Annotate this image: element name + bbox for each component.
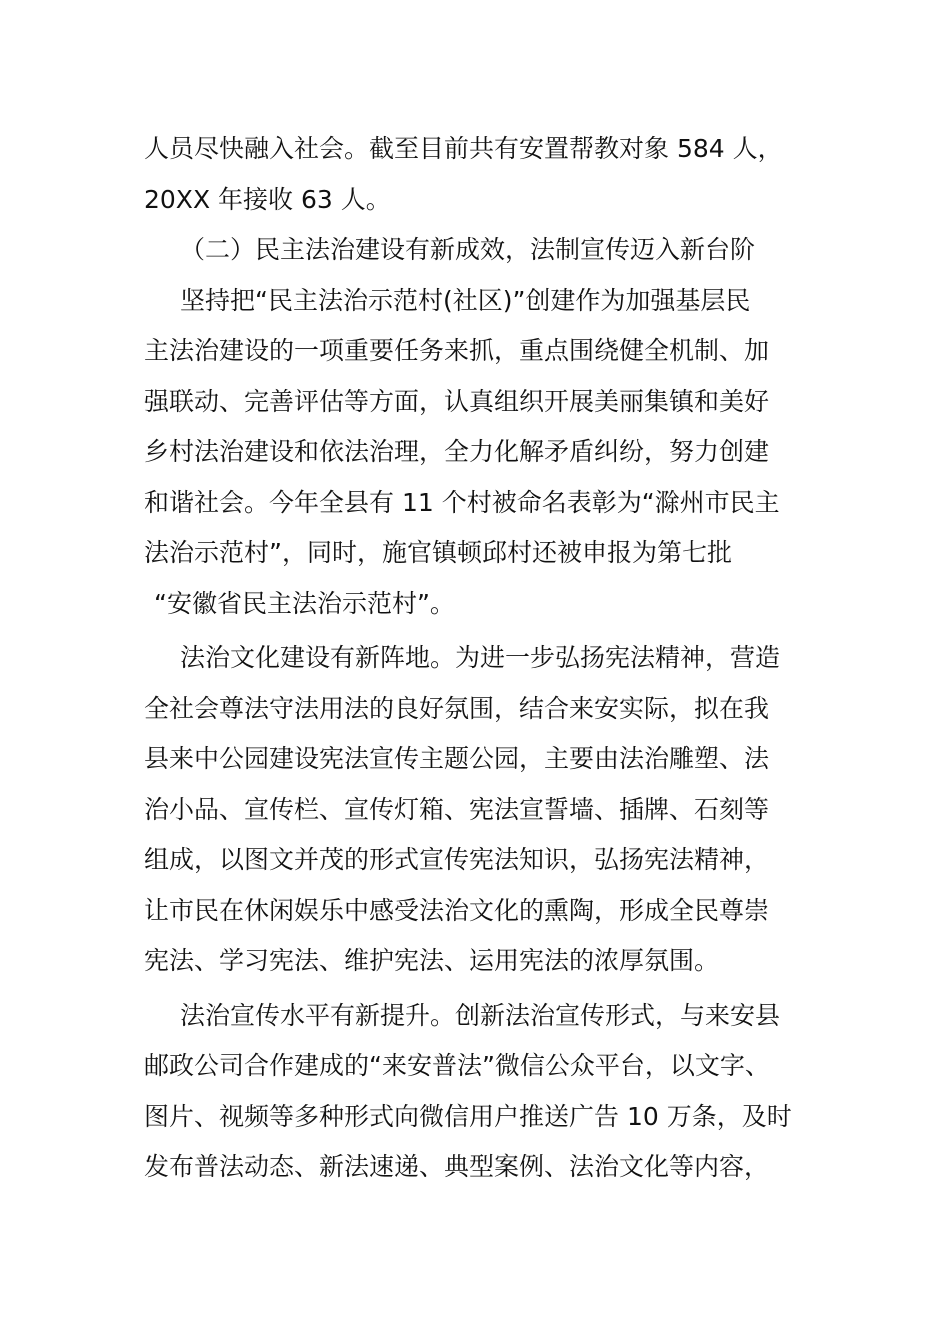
text-line: 组成，以图文并茂的形式宣传宪法知识，弘扬宪法精神，	[144, 845, 770, 874]
text-line: 县来中公园建设宪法宣传主题公园，主要由法治雕塑、法	[144, 744, 770, 773]
text-line: 全社会尊法守法用法的良好氛围，结合来安实际，拟在我	[144, 693, 770, 723]
text-line: 法治文化建设有新阵地。为进一步弘扬宪法精神，营造	[180, 643, 781, 672]
text-line: 宪法、学习宪法、维护宪法、运用宪法的浓厚氛围。	[144, 946, 720, 975]
section-heading: （二）民主法治建设有新成效，法制宣传迈入新台阶	[180, 235, 756, 264]
text-line: 邮政公司合作建成的“来安普法”微信公众平台，以文字、	[144, 1051, 770, 1080]
text-line: 图片、视频等多种形式向微信用户推送广告 10 万条，及时	[144, 1101, 792, 1131]
text-line: 坚持把“民主法治示范村(社区)”创建作为加强基层民	[180, 285, 751, 315]
document-body	[144, 124, 804, 1193]
text-line: 主法治建设的一项重要任务来抓，重点围绕健全机制、加	[144, 336, 770, 365]
text-line: “安徽省民主法治示范村”。	[154, 588, 455, 618]
text-line: 乡村法治建设和依法治理，全力化解矛盾纠纷，努力创建	[144, 437, 770, 466]
text-line: 让市民在休闲娱乐中感受法治文化的熏陶，形成全民尊崇	[144, 895, 770, 925]
text-line: 20XX 年接收 63 人。	[144, 184, 391, 214]
text-line: 强联动、完善评估等方面，认真组织开展美丽集镇和美好	[144, 386, 770, 416]
text-line: 人员尽快融入社会。截至目前共有安置帮教对象 584 人，	[144, 134, 783, 163]
text-line: 和谐社会。今年全县有 11 个村被命名表彰为“滁州市民主	[144, 487, 780, 517]
text-line: 法治示范村”，同时，施官镇顿邱村还被申报为第七批	[144, 538, 732, 567]
text-line: 法治宣传水平有新提升。创新法治宣传形式，与来安县	[180, 1000, 781, 1030]
text-line: 发布普法动态、新法速递、典型案例、法治文化等内容，	[144, 1152, 770, 1181]
text-line: 治小品、宣传栏、宣传灯箱、宪法宣誓墙、插牌、石刻等	[144, 794, 770, 824]
